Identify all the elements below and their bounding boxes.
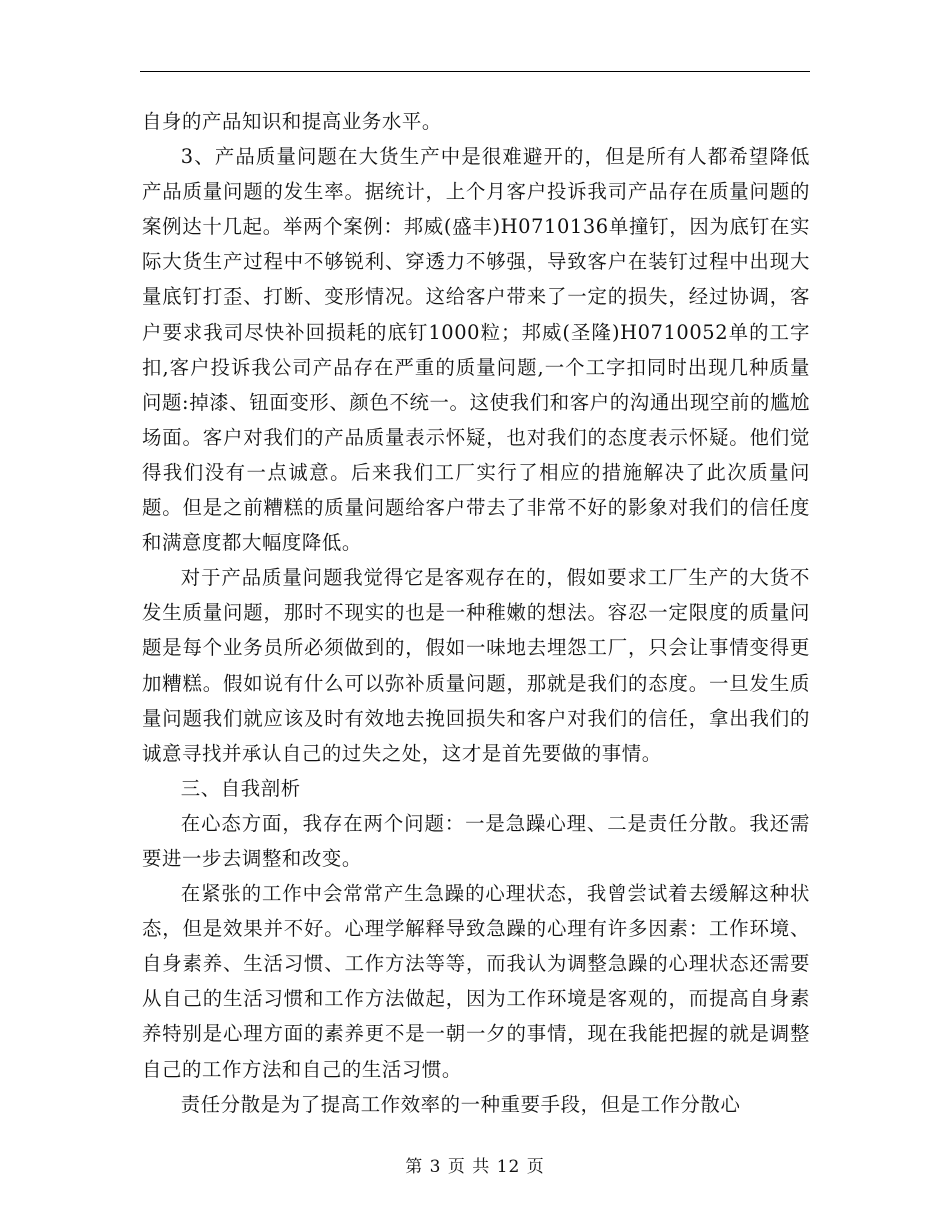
header-rule: [140, 71, 810, 72]
paragraph-3: 对于产品质量问题我觉得它是客观存在的，假如要求工厂生产的大货不发生质量问题，那时不现实的也是一种稚嫩的想法。容忍一定限度的质量问题是每个业务员所必须做到的，假如一味地去埋怨工厂，只会让事情变得更加糟糕。假如说有什么可以弥补质量问题，那就是我们的态度。一旦发生质量问题我们就应该及时有效地去挽回损失和客户对我们的信任，拿出我们的诚意寻找并承认自己的过失之处，这才是首先要做的事情。: [142, 566, 810, 765]
document-body: [142, 104, 810, 1122]
paragraph-6: 责任分散是为了提高工作效率的一种重要手段，但是工作分散心: [180, 1092, 741, 1116]
section-heading: 三、自我剖析: [180, 776, 301, 800]
paragraph-4: 在心态方面，我存在两个问题：一是急躁心理、二是责任分散。我还需要进一步去调整和改变。: [142, 811, 810, 870]
page-number: 第 3 页 共 12 页: [405, 1157, 545, 1177]
paragraph-1: 自身的产品知识和提高业务水平。: [142, 110, 442, 133]
paragraph-5: 在紧张的工作中会常常产生急躁的心理状态，我曾尝试着去缓解这种状态，但是效果并不好。心理学解释导致急躁的心理有许多因素：工作环境、自身素养、生活习惯、工作方法等等，而我认为调整急躁的心理状态还需要从自己的生活习惯和工作方法做起，因为工作环境是客观的，而提高自身素养特别是心理方面的素养更不是一朝一夕的事情，现在我能把握的就是调整自己的工作方法和自己的生活习惯。: [142, 882, 810, 1081]
paragraph-2: 3、产品质量问题在大货生产中是很难避开的，但是所有人都希望降低产品质量问题的发生率。据统计，上个月客户投诉我司产品存在质量问题的案例达十几起。举两个案例：邦威(盛丰)H0710136单撞钉，因为底钉在实际大货生产过程中不够锐利、穿透力不够强，导致客户在装钉过程中出现大量底钉打歪、打断、变形情况。这给客户带来了一定的损失，经过协调，客户要求我司尽快补回损耗的底钉1000粒；邦威(圣隆)H0710052单的工字扣,客户投诉我公司产品存在严重的质量问题,一个工字扣同时出现几种质量问题:掉漆、钮面变形、颜色不统一。这使我们和客户的沟通出现空前的尴尬场面。客户对我们的产品质量表示怀疑，也对我们的态度表示怀疑。他们觉得我们没有一点诚意。后来我们工厂实行了相应的措施解决了此次质量问题。但是之前糟糕的质量问题给客户带去了非常不好的影象对我们的信任度和满意度都大幅度降低。: [142, 145, 810, 555]
